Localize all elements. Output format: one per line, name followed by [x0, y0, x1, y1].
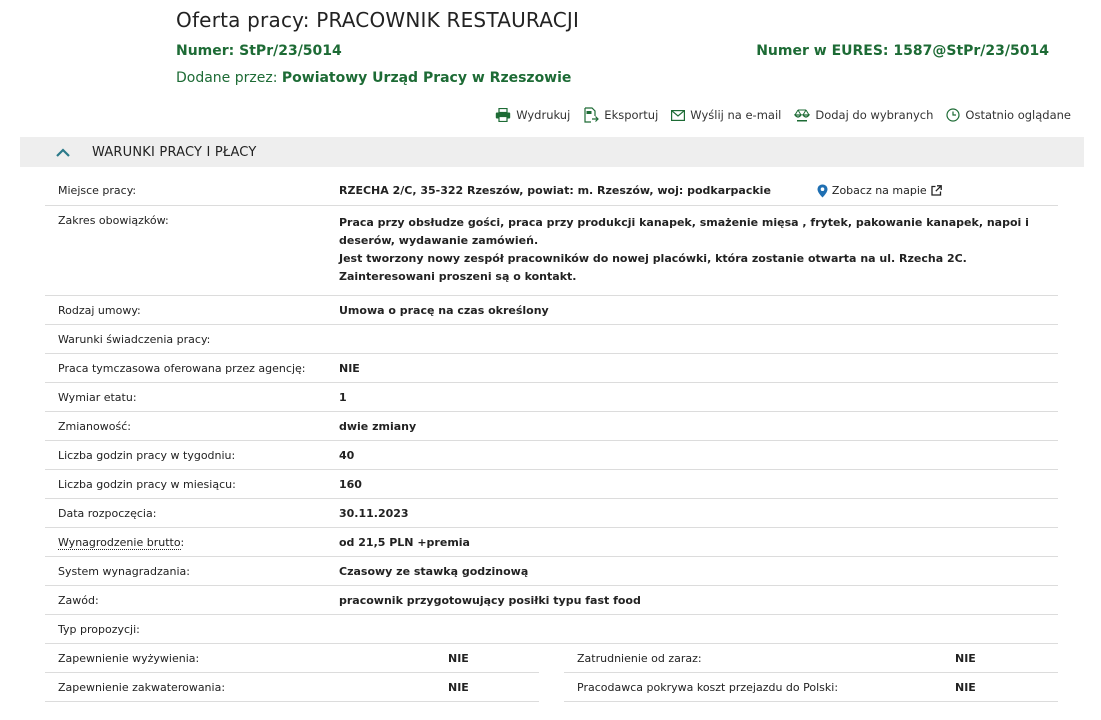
printer-icon	[495, 108, 511, 122]
eures-number	[756, 43, 1049, 59]
row-value: NIE	[448, 651, 469, 665]
row-value	[339, 214, 1058, 286]
table-cell	[45, 673, 539, 702]
table-cell	[45, 644, 539, 673]
offer-number-value: StPr/23/5014	[239, 43, 342, 59]
row-value: 30.11.2023	[339, 506, 409, 520]
row-label: Miejsce pracy:	[58, 184, 137, 197]
row-value: NIE	[955, 680, 976, 694]
table-row	[45, 615, 1058, 644]
eures-number-label: Numer w EURES:	[756, 43, 894, 59]
table-row	[45, 206, 1058, 296]
table-row-pair	[45, 673, 1058, 702]
row-label: Warunki świadczenia pracy:	[58, 332, 211, 346]
row-label: Zapewnienie zakwaterowania:	[58, 680, 226, 694]
export-button[interactable]	[583, 107, 658, 123]
table-row	[45, 325, 1058, 354]
row-label: Data rozpoczęcia:	[58, 506, 157, 520]
chevron-up-icon	[56, 148, 70, 157]
table-cell	[564, 644, 1058, 673]
row-label: Typ propozycji:	[58, 622, 140, 636]
added-by-office: Powiatowy Urząd Pracy w Rzeszowie	[281, 70, 572, 86]
email-label: Wyślij na e-mail	[690, 108, 782, 122]
section-toggle-working-conditions[interactable]	[20, 137, 1084, 167]
row-label	[45, 536, 339, 549]
added-by-label: Dodane przez:	[176, 70, 282, 86]
row-label: Wymiar etatu:	[58, 390, 137, 404]
map-link[interactable]	[817, 184, 942, 198]
page-title: Oferta pracy: PRACOWNIK RESTAURACJI	[176, 8, 580, 32]
external-link-icon	[931, 185, 942, 196]
salary-tooltip-term[interactable]: Wynagrodzenie brutto	[58, 535, 181, 549]
row-value: pracownik przygotowujący posiłki typu fast food	[339, 593, 641, 607]
table-row	[45, 412, 1058, 441]
details-table	[45, 176, 1058, 702]
row-value: dwie zmiany	[339, 419, 417, 433]
salary-label-colon: :	[180, 535, 185, 549]
added-by	[176, 70, 571, 86]
recently-viewed-label: Ostatnio oglądane	[965, 108, 1071, 122]
table-row	[45, 499, 1058, 528]
table-row-pair	[45, 644, 1058, 673]
print-label: Wydrukuj	[516, 108, 571, 122]
row-label: Zawód:	[58, 593, 99, 607]
envelope-icon	[671, 110, 685, 121]
row-label: Zmianowość:	[58, 419, 131, 433]
table-cell	[564, 673, 1058, 702]
table-row	[45, 383, 1058, 412]
map-pin-icon	[817, 184, 828, 198]
table-row	[45, 586, 1058, 615]
row-label: Zapewnienie wyżywienia:	[58, 651, 200, 665]
row-label: Liczba godzin pracy w tygodniu:	[58, 448, 236, 462]
row-label: Pracodawca pokrywa koszt przejazdu do Polski:	[577, 680, 839, 694]
row-value: 40	[339, 448, 355, 462]
print-button[interactable]	[495, 107, 570, 123]
table-row	[45, 296, 1058, 325]
section-title: WARUNKI PRACY I PŁACY	[92, 144, 257, 160]
offer-number	[176, 43, 342, 59]
duties-text-2: Jest tworzony nowy zespół pracowników do nowej placówki, która zostanie otwarta na ul. Rzecha 2C. Zainteresowani proszeni są o kontakt.	[339, 252, 967, 283]
export-pdf-icon	[583, 107, 599, 123]
row-value	[339, 184, 1058, 198]
row-value: Umowa o pracę na czas określony	[339, 303, 549, 317]
location-value: RZECHA 2/C, 35-322 Rzeszów, powiat: m. Rzeszów, woj: podkarpackie	[339, 184, 771, 197]
duties-text-1: Praca przy obsłudze gości, praca przy produkcji kanapek, smażenie mięsa , frytek, pakowanie kanapek, napoi i deserów, wydawanie zamówień.	[339, 216, 1029, 247]
row-value: NIE	[955, 651, 976, 665]
email-button[interactable]	[671, 107, 781, 123]
row-value: od 21,5 PLN +premia	[339, 535, 470, 549]
row-label: Zatrudnienie od zaraz:	[577, 651, 702, 665]
table-row	[45, 528, 1058, 557]
row-label: Rodzaj umowy:	[58, 303, 141, 317]
export-label: Eksportuj	[604, 108, 659, 122]
row-value: Czasowy ze stawką godzinową	[339, 564, 529, 578]
row-value: NIE	[448, 680, 469, 694]
recently-viewed-button[interactable]	[946, 107, 1071, 123]
row-value: 160	[339, 477, 362, 491]
table-row	[45, 176, 1058, 206]
scales-icon	[794, 108, 810, 122]
table-row	[45, 557, 1058, 586]
table-row	[45, 470, 1058, 499]
row-label: System wynagradzania:	[58, 564, 190, 578]
offer-number-label: Numer:	[176, 43, 240, 59]
table-row	[45, 354, 1058, 383]
row-value: 1	[339, 390, 347, 404]
row-label: Praca tymczasowa oferowana przez agencję:	[58, 361, 306, 375]
row-label: Zakres obowiązków:	[58, 214, 169, 227]
row-label: Liczba godzin pracy w miesiącu:	[58, 477, 236, 491]
action-toolbar	[495, 107, 1071, 123]
eures-number-value: 1587@StPr/23/5014	[893, 43, 1049, 59]
add-favorite-button[interactable]	[794, 107, 933, 123]
table-row	[45, 441, 1058, 470]
clock-icon	[946, 108, 960, 122]
map-link-label: Zobacz na mapie	[831, 184, 927, 197]
add-favorite-label: Dodaj do wybranych	[815, 108, 934, 122]
row-value: NIE	[339, 361, 360, 375]
